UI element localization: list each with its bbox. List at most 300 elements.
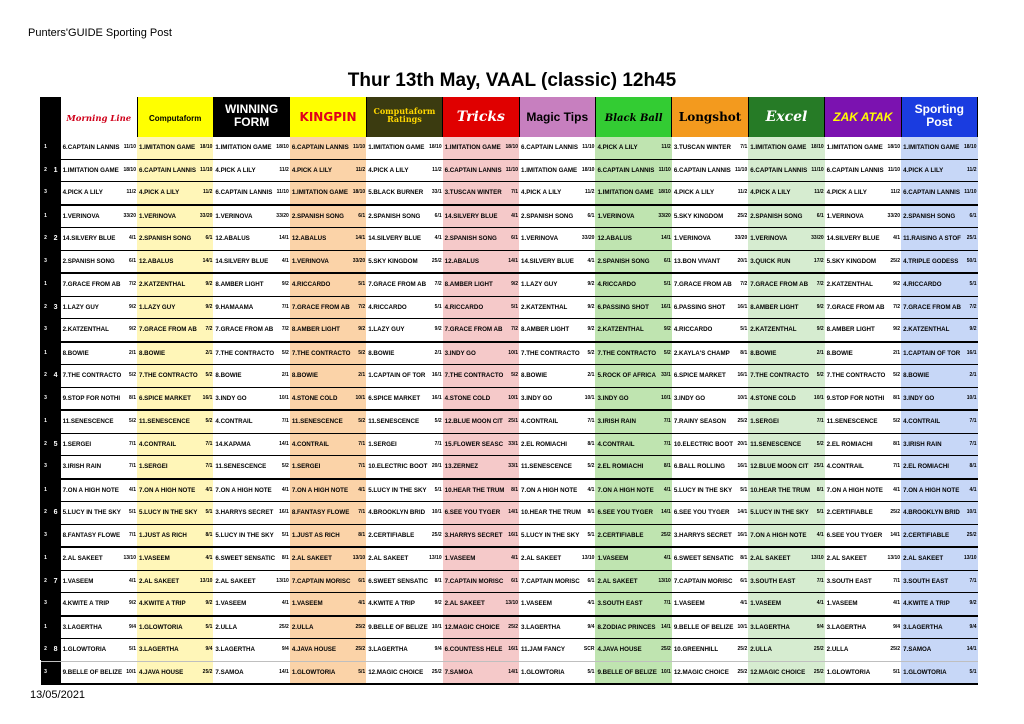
odds: 10/1	[738, 388, 748, 409]
tip-cell	[443, 547, 519, 570]
tip-cell	[672, 296, 748, 319]
odds: 10/1	[661, 662, 671, 683]
tip-cell	[366, 639, 442, 662]
odds: 25/2	[890, 502, 900, 523]
tip-cell	[672, 137, 748, 159]
horse-name: 5.ROCK OF AFRICA	[597, 372, 656, 380]
tip-cell	[519, 570, 595, 593]
tip-cell	[213, 616, 289, 639]
horse-name: 12.ABALUS	[215, 235, 250, 243]
horse-name: 9.BELLE OF BELIZE	[62, 668, 123, 676]
tip-cell	[519, 250, 595, 273]
horse-name: 3.TUSCAN WINTER	[444, 189, 502, 197]
column-header-label: Morning Line	[66, 114, 132, 124]
horse-name: 3.IRISH RAIN	[62, 463, 102, 471]
horse-name: 3.INDY GO	[903, 394, 935, 402]
tip-cell	[595, 228, 671, 251]
horse-name: 1.LAZY GUY	[62, 303, 99, 311]
tip-cell	[595, 205, 671, 228]
rank-number: 3	[41, 319, 51, 342]
odds: 13/10	[582, 548, 595, 569]
tip-cell	[443, 205, 519, 228]
column-header-computaform	[137, 97, 213, 137]
horse-name: 2.AL SAKEET	[368, 555, 409, 563]
odds: 13/10	[276, 571, 289, 592]
tip-cell	[443, 570, 519, 593]
odds: 25/2	[279, 617, 289, 638]
odds: 10/1	[279, 388, 289, 409]
odds: 13/10	[429, 548, 442, 569]
race-number	[51, 319, 61, 342]
header-spacer	[41, 97, 51, 137]
odds: 13/10	[200, 571, 213, 592]
column-header-morning-line	[61, 97, 137, 137]
tip-cell	[137, 410, 213, 433]
odds: 14/1	[508, 662, 518, 683]
table-row	[41, 182, 978, 205]
tip-cell	[137, 228, 213, 251]
tip-cell	[443, 593, 519, 616]
horse-name: 10.HEAR THE TRUM	[521, 509, 581, 517]
tip-cell	[366, 661, 442, 684]
horse-name: 14.SILVERY BLUE	[62, 235, 116, 243]
tip-cell	[595, 159, 671, 182]
horse-name: 2.AL SAKEET	[597, 577, 638, 585]
odds: 5/1	[435, 480, 442, 501]
tip-cell	[825, 387, 901, 410]
horse-name: 4.CONTRAIL	[291, 440, 329, 448]
odds: 25/2	[355, 639, 365, 660]
tip-cell	[290, 616, 366, 639]
odds: 4/1	[511, 548, 518, 569]
odds: 5/2	[205, 365, 212, 386]
odds: 9/2	[970, 593, 977, 614]
tip-cell	[519, 387, 595, 410]
tip-cell	[519, 639, 595, 662]
tip-cell	[61, 365, 137, 388]
odds: 7/2	[129, 274, 136, 295]
horse-name: 2.SPANISH SONG	[62, 257, 115, 265]
odds: 25/2	[355, 617, 365, 638]
odds: 9/2	[817, 297, 824, 318]
race-number: 1	[51, 159, 61, 182]
horse-name: 1.IMITATION GAME	[750, 144, 807, 152]
horse-name: 6.CAPTAIN LANNIS	[521, 144, 578, 152]
odds: 25/2	[738, 206, 748, 227]
rank-number: 3	[41, 524, 51, 547]
horse-name: 2.KAYLA'S CHAMP	[673, 349, 730, 357]
tip-cell	[137, 639, 213, 662]
horse-name: 7.GRACE FROM AB	[673, 281, 732, 289]
odds: 6/1	[511, 571, 518, 592]
odds: 8/1	[587, 434, 594, 455]
horse-name: 11.SENESCENCE	[521, 463, 572, 471]
tip-cell	[519, 319, 595, 342]
race-number	[51, 342, 61, 365]
odds: 17/2	[814, 251, 824, 272]
horse-name: 3.HARRYS SECRET	[673, 531, 732, 539]
tip-cell	[672, 205, 748, 228]
tip-cell	[825, 593, 901, 616]
odds: 8/1	[129, 388, 136, 409]
odds: 5/2	[282, 456, 289, 477]
tip-cell	[213, 273, 289, 296]
tip-cell	[61, 616, 137, 639]
odds: 7/2	[511, 319, 518, 340]
odds: 10/1	[508, 343, 518, 364]
horse-name: 10.GREENHILL	[673, 646, 719, 654]
horse-name: 10.ELECTRIC BOOT	[673, 440, 733, 448]
odds: 4/1	[129, 480, 136, 501]
tip-cell	[901, 205, 977, 228]
tip-cell	[443, 639, 519, 662]
odds: 5/2	[893, 365, 900, 386]
horse-name: 4.PICK A LILY	[826, 189, 867, 197]
horse-name: 1.IMITATION GAME	[62, 166, 119, 174]
odds: 25/2	[432, 525, 442, 546]
page-title: Thur 13th May, VAAL (classic) 12h45	[347, 70, 677, 91]
tip-cell	[213, 182, 289, 205]
odds: 2/1	[435, 343, 442, 364]
tip-cell	[290, 433, 366, 456]
tip-cell	[61, 342, 137, 365]
odds: 16/1	[738, 456, 748, 477]
horse-name: 7.GRACE FROM AB	[826, 303, 885, 311]
tip-cell	[825, 524, 901, 547]
tip-cell	[213, 524, 289, 547]
tip-cell	[672, 342, 748, 365]
odds: 11/2	[279, 160, 288, 181]
horse-name: 3.INDY GO	[597, 394, 629, 402]
odds: 9/2	[129, 297, 136, 318]
odds: 7/1	[740, 137, 747, 158]
tip-cell	[901, 137, 977, 159]
odds: 2/1	[970, 365, 977, 386]
column-header-label: Longshot	[678, 110, 742, 124]
horse-name: 6.SPICE MARKET	[673, 372, 726, 380]
horse-name: 4.JAVA HOUSE	[291, 646, 337, 654]
horse-name: 3.TUSCAN WINTER	[673, 144, 731, 152]
odds: 7/1	[435, 434, 442, 455]
horse-name: 1.SERGEI	[291, 463, 321, 471]
tip-cell	[825, 250, 901, 273]
tip-cell	[748, 661, 824, 684]
column-header-excel	[748, 97, 824, 137]
tip-cell	[825, 273, 901, 296]
odds: 4/1	[817, 593, 824, 614]
tip-cell	[137, 661, 213, 684]
tip-cell	[519, 547, 595, 570]
odds: 4/1	[511, 206, 518, 227]
tip-cell	[61, 456, 137, 479]
tip-cell	[825, 205, 901, 228]
horse-name: 11.SENESCENCE	[750, 440, 802, 448]
odds: 16/1	[508, 639, 518, 660]
odds: 9/4	[970, 617, 977, 638]
odds: 4/1	[740, 593, 747, 614]
tip-cell	[290, 228, 366, 251]
column-header-winning-form	[213, 97, 289, 137]
odds: 9/2	[282, 274, 289, 295]
horse-name: 2.SPANISH SONG	[903, 212, 956, 220]
tip-cell	[366, 570, 442, 593]
horse-name: 4.CONTRAIL	[826, 463, 864, 471]
tip-cell	[672, 547, 748, 570]
horse-name: 6.BALL ROLLING	[673, 463, 725, 471]
odds: 20/1	[738, 434, 748, 455]
horse-name: 2.AL SAKEET	[826, 555, 867, 563]
horse-name: 6.CAPTAIN LANNIS	[215, 189, 273, 197]
horse-name: 12.MAGIC CHOICE	[444, 623, 500, 631]
odds: 14/1	[508, 251, 518, 272]
tip-cell	[290, 456, 366, 479]
horse-name: 1.IMITATION GAME	[826, 144, 883, 152]
horse-name: 9.STOP FOR NOTHI	[62, 394, 121, 402]
odds: 18/10	[506, 137, 519, 158]
tip-cell	[137, 319, 213, 342]
tip-cell	[519, 410, 595, 433]
tip-cell	[748, 387, 824, 410]
race-number: 5	[51, 433, 61, 456]
horse-name: 1.GLOWTORIA	[826, 668, 871, 676]
horse-name: 1.GLOWTORIA	[903, 668, 947, 676]
odds: 10/1	[432, 617, 442, 638]
odds: 25/2	[661, 639, 671, 660]
horse-name: 6.COUNTESS HELE	[444, 646, 503, 654]
tip-cell	[672, 433, 748, 456]
rank-number: 3	[41, 661, 51, 684]
tip-cell	[61, 433, 137, 456]
odds: SCR	[584, 639, 595, 660]
tip-cell	[748, 639, 824, 662]
odds: 9/2	[893, 319, 900, 340]
odds: 16/1	[279, 502, 289, 523]
odds: 13/10	[353, 548, 366, 569]
horse-name: 1.VERINOVA	[62, 212, 100, 220]
column-header-label: Computaform	[148, 114, 202, 123]
tip-cell	[519, 433, 595, 456]
tip-cell	[519, 137, 595, 159]
horse-name: 10.HEAR THE TRUM	[444, 486, 505, 494]
odds: 7/1	[282, 297, 289, 318]
odds: 25/2	[890, 639, 900, 660]
odds: 18/10	[811, 137, 824, 158]
odds: 25/2	[432, 251, 442, 272]
race-number	[51, 250, 61, 273]
odds: 9/4	[435, 639, 442, 660]
horse-name: 7.ON A HIGH NOTE	[750, 531, 807, 539]
tip-cell	[443, 182, 519, 205]
odds: 5/2	[129, 411, 136, 432]
table-row	[41, 387, 978, 410]
tip-cell	[443, 616, 519, 639]
rank-number: 3	[41, 456, 51, 479]
horse-name: 2.KATZENTHAL	[521, 303, 568, 311]
odds: 11/10	[506, 160, 518, 181]
horse-name: 5.LUCY IN THE SKY	[368, 486, 427, 494]
tip-cell	[443, 524, 519, 547]
horse-name: 2.CERTIFIABLE	[903, 531, 950, 539]
tip-cell	[137, 616, 213, 639]
horse-name: 7.THE CONTRACTO	[215, 349, 275, 357]
tip-cell	[366, 456, 442, 479]
tip-cell	[61, 479, 137, 502]
odds: 14/1	[508, 502, 518, 523]
odds: 6/1	[740, 571, 747, 592]
odds: 13/10	[964, 548, 977, 569]
tip-cell	[443, 456, 519, 479]
odds: 11/10	[888, 160, 900, 181]
odds: 10/1	[432, 502, 442, 523]
odds: 5/2	[205, 411, 212, 432]
tip-cell	[137, 593, 213, 616]
horse-name: 12.BLUE MOON CIT	[750, 463, 809, 471]
tip-cell	[443, 410, 519, 433]
horse-name: 9.BELLE OF BELIZE	[368, 623, 428, 631]
tip-cell	[901, 228, 977, 251]
tip-cell	[748, 250, 824, 273]
tip-cell	[901, 570, 977, 593]
horse-name: 3.LAGERTHA	[903, 623, 943, 631]
table-row	[41, 342, 978, 365]
horse-name: 4.BROOKLYN BRID	[903, 509, 960, 517]
column-header-computaform-ratings	[366, 97, 442, 137]
horse-name: 8.AMBER LIGHT	[826, 326, 875, 334]
rank-number: 2	[41, 570, 51, 593]
horse-name: 11.SENESCENCE	[826, 418, 878, 426]
horse-name: 1.VASEEM	[215, 600, 247, 608]
horse-name: 4.RICCARDO	[597, 281, 636, 289]
horse-name: 13.BON VIVANT	[673, 257, 721, 265]
tip-cell	[748, 365, 824, 388]
odds: 33/20	[200, 206, 213, 227]
tip-cell	[213, 319, 289, 342]
odds: 6/1	[970, 206, 977, 227]
odds: 4/1	[817, 525, 824, 546]
tip-cell	[290, 524, 366, 547]
odds: 33/20	[353, 251, 366, 272]
tip-cell	[290, 319, 366, 342]
tip-cell	[825, 570, 901, 593]
tip-cell	[443, 479, 519, 502]
table-row	[41, 547, 978, 570]
tip-cell	[519, 479, 595, 502]
tip-cell	[825, 456, 901, 479]
tip-cell	[366, 342, 442, 365]
tip-cell	[61, 205, 137, 228]
odds: 2/1	[817, 343, 824, 364]
odds: 14/1	[355, 228, 365, 249]
horse-name: 6.SWEET SENSATIC	[368, 577, 428, 585]
odds: 5/2	[282, 343, 289, 364]
table-row	[41, 137, 978, 159]
tip-cell	[748, 342, 824, 365]
tip-cell	[672, 365, 748, 388]
tip-cell	[825, 159, 901, 182]
horse-name: 9.BELLE OF BELIZE	[597, 668, 657, 676]
rank-number: 3	[41, 387, 51, 410]
odds: 14/1	[890, 525, 900, 546]
odds: 5/1	[205, 617, 212, 638]
tip-cell	[595, 137, 671, 159]
horse-name: 4.CONTRAIL	[139, 440, 177, 448]
odds: 10/1	[967, 388, 977, 409]
odds: 33/20	[276, 206, 289, 227]
odds: 7/1	[664, 593, 671, 614]
horse-name: 1.LAZY GUY	[368, 326, 405, 334]
horse-name: 6.CAPTAIN LANNIS	[750, 166, 808, 174]
tip-cell	[213, 228, 289, 251]
horse-name: 3.SOUTH EAST	[903, 577, 949, 585]
table-row	[41, 365, 978, 388]
tip-cell	[213, 159, 289, 182]
tip-cell	[61, 182, 137, 205]
horse-name: 8.ZODIAC PRINCES	[597, 623, 656, 631]
tip-cell	[443, 502, 519, 525]
tip-cell	[748, 137, 824, 159]
horse-name: 4.CONTRAIL	[903, 418, 941, 426]
horse-name: 7.ON A HIGH NOTE	[826, 486, 883, 494]
horse-name: 1.SERGEI	[750, 418, 779, 426]
horse-name: 7.GRACE FROM AB	[62, 281, 121, 289]
horse-name: 12.MAGIC CHOICE	[673, 668, 729, 676]
tip-cell	[901, 273, 977, 296]
odds: 4/1	[282, 480, 289, 501]
horse-name: 14.SILVERY BLUE	[215, 257, 269, 265]
odds: 33/20	[811, 228, 824, 249]
table-row	[41, 639, 978, 662]
race-number	[51, 273, 61, 296]
horse-name: 4.PICK A LILY	[215, 166, 256, 174]
odds: 6/1	[358, 571, 365, 592]
odds: 4/1	[129, 571, 136, 592]
race-number	[51, 661, 61, 684]
tip-cell	[901, 433, 977, 456]
rank-number: 2	[41, 502, 51, 525]
odds: 4/1	[358, 480, 365, 501]
odds: 33/20	[582, 228, 595, 249]
horse-name: 7.ON A HIGH NOTE	[139, 486, 196, 494]
tip-cell	[366, 547, 442, 570]
odds: 9/2	[664, 319, 671, 340]
odds: 6/1	[205, 228, 212, 249]
tip-cell	[519, 228, 595, 251]
odds: 6/1	[511, 228, 518, 249]
horse-name: 7.GRACE FROM AB	[215, 326, 274, 334]
horse-name: 8.FANTASY FLOWE	[62, 531, 121, 539]
tip-cell	[443, 387, 519, 410]
odds: 25/2	[814, 662, 824, 683]
odds: 25/2	[967, 525, 977, 546]
horse-name: 3.HARRYS SECRET	[215, 509, 274, 517]
tip-cell	[61, 524, 137, 547]
tip-cell	[672, 250, 748, 273]
horse-name: 2.AL SAKEET	[444, 600, 485, 608]
tip-cell	[595, 524, 671, 547]
horse-name: 3.QUICK RUN	[750, 257, 791, 265]
horse-name: 1.JUST AS RICH	[139, 531, 187, 539]
tip-cell	[137, 547, 213, 570]
tip-cell	[290, 205, 366, 228]
odds: 9/4	[587, 617, 594, 638]
odds: 11/2	[967, 160, 976, 181]
table-row	[41, 433, 978, 456]
odds: 18/10	[582, 160, 595, 181]
odds: 11/10	[811, 160, 823, 181]
tip-cell	[748, 547, 824, 570]
horse-name: 1.VERINOVA	[139, 212, 177, 220]
horse-name: 5.SKY KINGDOM	[673, 212, 724, 220]
